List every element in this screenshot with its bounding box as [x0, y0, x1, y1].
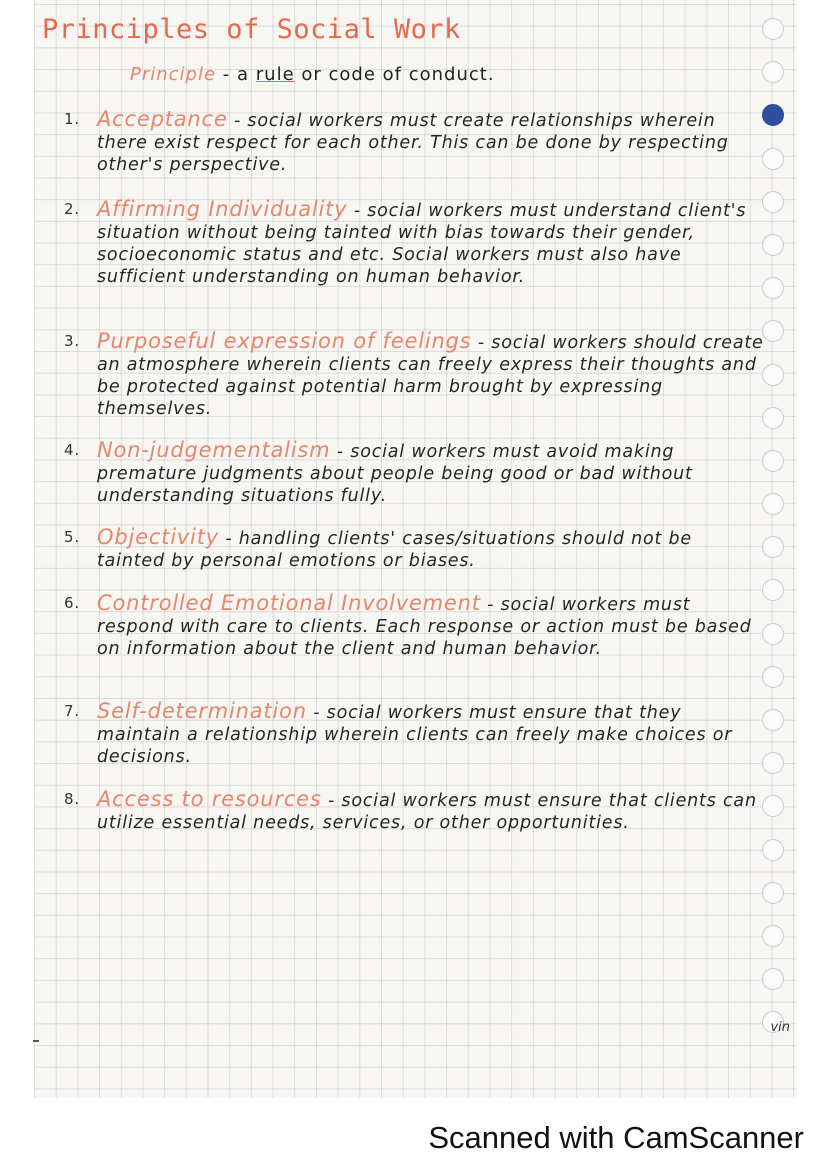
margin-note: vin	[770, 1020, 790, 1035]
item-term: Non-judgementalism	[97, 438, 331, 462]
binder-ring-icon	[762, 493, 784, 515]
margin-dash	[33, 1040, 39, 1042]
item-term: Purposeful expression of feelings	[97, 329, 472, 353]
item-text: - social workers must understand client's situation without being tainted with bias towards their gender, socioeconomic status and etc. Social workers must also have sufficient understanding on human behavior.	[97, 201, 747, 287]
graph-paper-sheet	[34, 0, 796, 1098]
binder-ring-icon	[762, 882, 784, 904]
binder-ring-icon	[762, 148, 784, 170]
binder-ring-icon	[762, 320, 784, 342]
definition-underlined: rule	[255, 64, 295, 85]
item-text: - social workers must respond with care to clients. Each response or action must be based on information about the client and human behavior.	[97, 595, 752, 659]
item-number: 5.	[64, 528, 80, 546]
item-term: Acceptance	[97, 107, 228, 131]
binder-ring-icon	[762, 752, 784, 774]
binder-ring-icon	[762, 191, 784, 213]
item-text: - social workers must avoid making premature judgments about people being good or bad without understanding situations fully.	[97, 442, 693, 506]
item-term: Self-determination	[97, 699, 307, 723]
definition-rest: or code of conduct.	[294, 64, 495, 85]
list-item	[64, 592, 764, 660]
item-term: Affirming Individuality	[97, 197, 348, 221]
list-item	[64, 439, 764, 507]
definition-separator: - a	[216, 64, 256, 85]
binder-ring-icon	[762, 666, 784, 688]
binder-ring-icon	[762, 18, 784, 40]
item-text: - social workers must create relationships wherein there exist respect for each other. This can be done by respecting other's perspective.	[97, 111, 729, 175]
list-item	[64, 700, 764, 768]
binder-ring-icon	[762, 709, 784, 731]
principle-definition	[130, 64, 495, 85]
item-term: Controlled Emotional Involvement	[97, 591, 481, 615]
binder-ring-icon	[762, 407, 784, 429]
binder-ring-icon	[762, 795, 784, 817]
binder-ring-icon	[762, 450, 784, 472]
list-item	[64, 330, 764, 420]
item-text: - social workers must ensure that clients can utilize essential needs, services, or other opportunities.	[97, 791, 757, 833]
item-term: Objectivity	[97, 525, 219, 549]
binder-ring-icon	[762, 277, 784, 299]
item-text: - social workers must ensure that they maintain a relationship wherein clients can freely make choices or decisions.	[97, 703, 733, 767]
item-text: - social workers should create an atmosphere wherein clients can freely express their thoughts and be protected against potential harm brought by expressing themselves.	[97, 333, 764, 419]
list-item	[64, 526, 764, 572]
binder-ring-icon	[762, 839, 784, 861]
item-number: 6.	[64, 594, 80, 612]
item-number: 2.	[64, 200, 80, 218]
binder-ring-icon	[762, 61, 784, 83]
binder-ring-icon	[762, 104, 784, 126]
binder-ring-icon	[762, 925, 784, 947]
item-text: - handling clients' cases/situations should not be tainted by personal emotions or biases.	[97, 529, 692, 571]
binder-ring-icon	[762, 623, 784, 645]
list-item	[64, 198, 764, 288]
item-number: 8.	[64, 790, 80, 808]
item-number: 1.	[64, 110, 80, 128]
page-title: Principles of Social Work	[42, 14, 461, 45]
item-number: 7.	[64, 702, 80, 720]
definition-term: Principle	[130, 64, 217, 85]
binder-ring-icon	[762, 364, 784, 386]
binder-ring-icon	[762, 968, 784, 990]
binder-ring-icon	[762, 536, 784, 558]
scanner-watermark: Scanned with CamScanner	[428, 1120, 804, 1155]
binder-ring-icon	[762, 579, 784, 601]
binder-ring-icon	[762, 234, 784, 256]
binder-rings	[762, 18, 788, 1055]
list-item	[64, 788, 764, 834]
item-term: Access to resources	[97, 787, 322, 811]
item-number: 4.	[64, 441, 80, 459]
list-item	[64, 108, 764, 176]
item-number: 3.	[64, 332, 80, 350]
